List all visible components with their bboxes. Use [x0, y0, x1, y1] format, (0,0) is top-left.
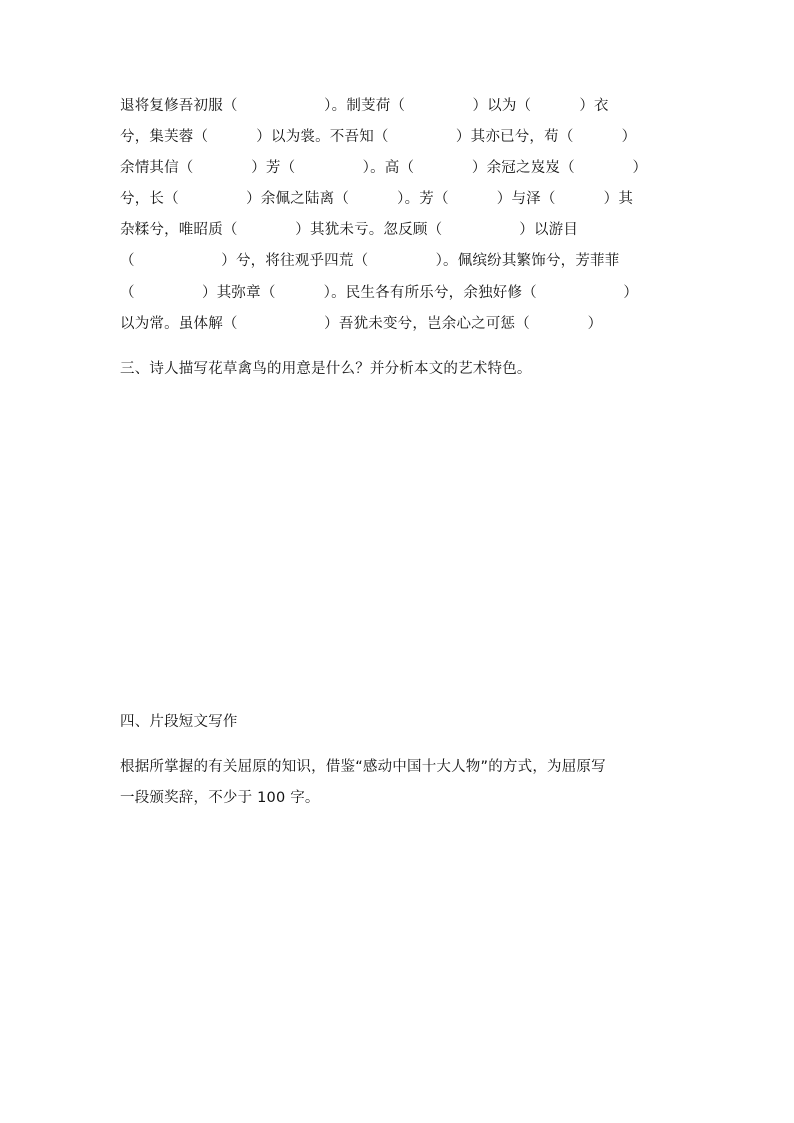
answer-space-section-three[interactable]: [120, 390, 680, 690]
section-four-title: 四、片段短文写作: [120, 714, 238, 730]
passage-line: （ ）其弥章（ ）。民生各有所乐兮，余独好修（ ）: [120, 285, 639, 301]
writing-prompt-line: 根据所掌握的有关屈原的知识，借鉴“感动中国十大人物”的方式，为屈原写: [120, 759, 606, 775]
answer-space-section-four[interactable]: [120, 820, 680, 1080]
passage-line: 退将复修吾初服（ ）。制芰荷（ ）以为（ ）衣: [120, 98, 609, 114]
passage-line: 兮，长（ ）余佩之陆离（ ）。芳（ ）与泽（ ）其: [120, 191, 634, 207]
passage-line: 以为常。虽体解（ ）吾犹未变兮，岂余心之可惩（ ）: [120, 316, 603, 332]
writing-prompt-line: 一段颁奖辞，不少于 100 字。: [120, 790, 320, 806]
passage-line: （ ）兮，将往观乎四荒（ ）。佩缤纷其繁饰兮，芳菲菲: [120, 253, 620, 269]
passage-line: 兮，集芙蓉（ ）以为裳。不吾知（ ）其亦已兮，苟（ ）: [120, 129, 637, 145]
passage-line: 余情其信（ ）芳（ ）。高（ ）余冠之岌岌（ ）: [120, 160, 648, 176]
section-three-title: 三、诗人描写花草禽鸟的用意是什么？并分析本文的艺术特色。: [120, 361, 532, 377]
passage-line: 杂糅兮，唯昭质（ ）其犹未亏。忽反顾（ ）以游目: [120, 222, 579, 238]
